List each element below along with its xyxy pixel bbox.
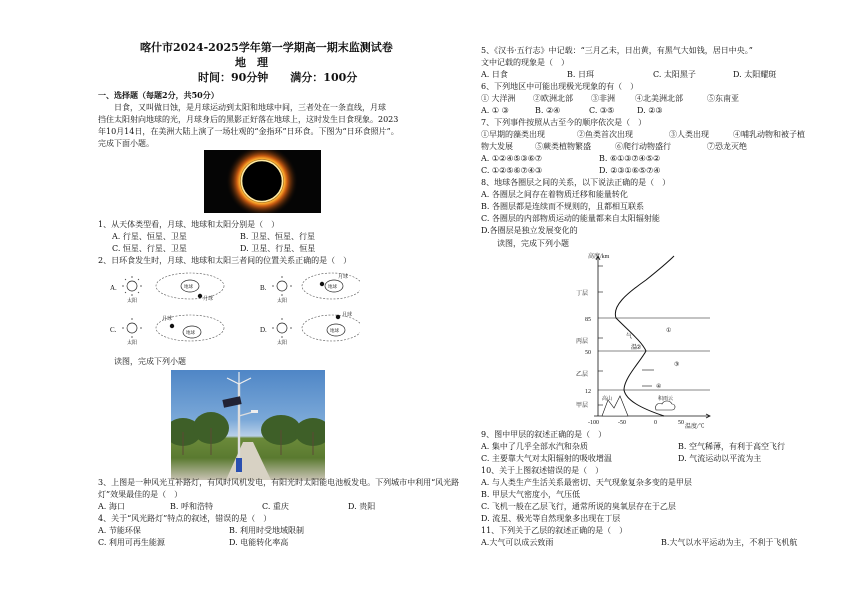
curve-label: ④ — [656, 384, 662, 390]
q3-stem-line1: 3、上图是一种风光互补路灯，有风时风机发电，有阳光时太阳能电池板发电。下列城市中利用“风光路 — [98, 478, 460, 487]
q2-label-a: A. — [110, 284, 117, 292]
q8-option-d: D.各圈层是独立发展变化的 — [481, 226, 578, 235]
curve-annotation: 气 — [626, 334, 633, 340]
q3-option-a: A. 海口 — [98, 502, 125, 511]
intro-line: 日食，又叫做日蚀，是月球运动到太阳和地球中间，三者处在一条直线，月球 — [98, 103, 386, 112]
sun-icon — [122, 276, 142, 296]
y-axis-label: 高度/km — [588, 254, 610, 260]
q10-stem: 10、关于上图叙述错误的是（ ） — [481, 466, 604, 475]
earth-label: 地球 — [330, 328, 339, 333]
q10-option-d: D. 流星、极光等自然现象多出现在丁层 — [481, 514, 621, 523]
q1-option-b: B. 卫星、恒星、行星 — [240, 232, 315, 241]
read-instruction: 读图，完成下列小题 — [481, 239, 569, 248]
mountain-label: 高山 — [602, 397, 613, 402]
y-tick-85: 85 — [585, 317, 591, 323]
x-axis-label: 温度/℃ — [685, 424, 705, 430]
sun-icon — [272, 318, 292, 338]
q2-label-d: D. — [260, 326, 267, 334]
time-score-line: 时间：90分钟 满分：100分 — [198, 71, 358, 84]
q7-option-a: A. ①②④⑤③⑥⑦ — [481, 154, 543, 163]
q10-option-a: A. 与人类生产生活关系最密切、天气现象复杂多变的是甲层 — [481, 478, 692, 487]
q7-item: ④哺乳动物和被子植 — [733, 130, 805, 139]
layer-label-yi: 乙层 — [576, 372, 589, 378]
x-tick: -100 — [588, 420, 599, 426]
q4-option-d: D. 电能转化率高 — [229, 538, 289, 547]
q5-stem-line1: 5、《汉书·五行志》中记载：“三月乙未，日出黄，有黑气大如钱，居日中央。” — [481, 46, 753, 55]
moon-label: 月球 — [203, 297, 214, 302]
q7-items-line1 — [481, 129, 805, 142]
q10-option-c: C. 飞机一般在乙层飞行，通常所说的臭氧层存在于乙层 — [481, 502, 676, 511]
layer-label-jia: 甲层 — [576, 403, 589, 409]
q5-option-d: D. 太阳耀斑 — [733, 70, 777, 79]
q3-stem-line2: 灯”效果最佳的是（ ） — [98, 490, 183, 499]
q8-stem: 8、地球各圈层之间的关系，以下说法正确的是（ ） — [481, 178, 671, 187]
q9-option-d: D. 气流运动以平流为主 — [678, 454, 762, 463]
sun-icon — [122, 318, 142, 338]
atmosphere-layer-diagram — [570, 250, 720, 430]
q5-stem-line2: 文中记载的现象是（ ） — [481, 58, 569, 67]
q8-option-b: B. 各圈层都是连续而不规则的，且都相互联系 — [481, 202, 644, 211]
q7-item: ③人类出现 — [669, 130, 709, 139]
exam-title: 喀什市2024-2025学年第一学期高一期末监测试卷 — [140, 41, 393, 54]
sun-label: 太阳 — [277, 299, 288, 304]
moon-label: 月球 — [342, 313, 353, 318]
q3-options — [98, 501, 375, 514]
y-tick-12: 12 — [585, 389, 591, 395]
q1-stem: 1、从天体类型看，月球、地球和太阳分别是（ ） — [98, 220, 280, 229]
q7-item: ⑤蕨类植物繁盛 — [535, 142, 591, 151]
q6-option-d: D. ②③ — [637, 106, 663, 115]
q1-option-c: C. 恒星、行星、卫星 — [112, 244, 187, 253]
y-tick-50: 50 — [585, 350, 591, 356]
q11-stem: 11、下列关于乙层的叙述正确的是（ ） — [481, 526, 628, 535]
earth-label: 地球 — [184, 284, 193, 289]
q6-item: ③非洲 — [591, 94, 615, 103]
q3-option-b: B. 呼和浩特 — [170, 502, 213, 511]
q1-option-a: A. 行星、恒星、卫星 — [112, 232, 187, 241]
curve-label: ③ — [674, 362, 680, 368]
q11-option-a: A.大气可以成云致雨 — [481, 538, 554, 547]
earth-label: 地球 — [186, 330, 195, 335]
sun-label: 太阳 — [277, 341, 288, 346]
q6-option-a: A. ① ③ — [481, 106, 509, 115]
intro-line: 完成下面小题。 — [98, 139, 154, 148]
q9-option-b: B. 空气稀薄，有利于高空飞行 — [678, 442, 785, 451]
curve-label: ① — [666, 328, 672, 334]
q7-options-line2 — [481, 165, 660, 178]
q8-option-a: A. 各圈层之间存在着物质迁移和能量转化 — [481, 190, 628, 199]
section-heading: 一、选择题（每题2分，共50分） — [98, 90, 219, 100]
moon-label: 月球 — [162, 317, 173, 322]
q3-option-d: D. 贵阳 — [348, 502, 376, 511]
q6-item: ⑤东南亚 — [707, 94, 739, 103]
q7-option-c: C. ①②⑤⑥⑦④③ — [481, 166, 543, 175]
q1-option-d: D. 卫星、行星、恒星 — [240, 244, 316, 253]
q7-option-d: D. ②③①⑥⑤⑦④ — [599, 166, 661, 175]
q7-stem: 7、下列事件按照从古至今的顺序依次是（ ） — [481, 118, 647, 127]
q5-option-b: B. 日珥 — [567, 70, 594, 79]
curve-annotation: 温 — [631, 345, 638, 351]
q6-stem: 6、下列地区中可能出现极光现象的有（ ） — [481, 82, 639, 91]
sun-label: 太阳 — [127, 299, 138, 304]
q6-item: ① 大洋洲 — [481, 94, 516, 103]
q6-item: ②欧洲北部 — [533, 94, 573, 103]
q10-option-b: B. 甲层大气密度小，气压低 — [481, 490, 580, 499]
layer-label-bing: 丙层 — [576, 339, 589, 345]
q7-items-line2 — [481, 141, 747, 154]
q5-option-a: A. 日食 — [481, 70, 508, 79]
earth-label: 地球 — [328, 284, 337, 289]
q3-option-c: C. 重庆 — [262, 502, 289, 511]
q2-label-b: B. — [260, 284, 267, 292]
q2-diagrams — [100, 268, 360, 358]
q4-option-c: C. 利用可再生能源 — [98, 538, 165, 547]
q4-option-b: B. 利用时受地域限制 — [229, 526, 304, 535]
moon-label: 月球 — [338, 275, 349, 280]
q6-item: ④北美洲北部 — [635, 94, 683, 103]
q2-label-c: C. — [110, 326, 117, 334]
wind-solar-streetlamp-photo — [171, 370, 325, 480]
layer-label-ding: 丁层 — [576, 291, 589, 297]
intro-line: 年10月14日，在美洲大陆上演了一场壮观的“金指环”日环食。下图为“日环食照片”。 — [98, 127, 399, 136]
cloud-label: 积雨云 — [658, 397, 674, 402]
subject-title: 地 理 — [235, 56, 268, 69]
q7-item: ⑦恐龙灭绝 — [707, 142, 747, 151]
q4-stem: 4、关于“风光路灯”特点的叙述，错误的是（ ） — [98, 514, 272, 523]
read-instruction: 读图，完成下列小题 — [98, 357, 186, 366]
q6-option-b: B. ②④ — [535, 106, 561, 115]
x-tick: 50 — [678, 420, 684, 426]
q7-item: ①早期的藻类出现 — [481, 130, 545, 139]
q11-option-b: B.大气以水平运动为主，不利于飞机航 — [661, 538, 798, 547]
q4-option-a: A. 节能环保 — [98, 526, 141, 535]
q6-option-c: C. ③⑤ — [589, 106, 615, 115]
x-tick: -50 — [618, 420, 626, 426]
q7-item: 物大发展 — [481, 142, 513, 151]
q2-stem: 2、日环食发生时，月球、地球和太阳三者间的位置关系正确的是（ ） — [98, 256, 352, 265]
sun-icon — [272, 276, 292, 296]
curve-label: ② — [636, 345, 642, 351]
q9-option-c: C. 主要靠大气对太阳辐射的吸收增温 — [481, 454, 612, 463]
x-tick: 0 — [654, 420, 657, 426]
intro-line: 挡住太阳射向地球的光，月球身后的黑影正好落在地球上，这时发生日食现象。2023 — [98, 115, 399, 124]
q5-options — [481, 69, 776, 82]
q7-options-line1 — [481, 153, 660, 166]
q7-item: ⑥爬行动物盛行 — [615, 142, 671, 151]
q9-stem: 9、图中甲层的叙述正确的是（ ） — [481, 430, 607, 439]
q6-items — [481, 93, 739, 106]
q7-item: ②鱼类首次出现 — [577, 130, 633, 139]
q8-option-c: C. 各圈层的内部物质运动的能量都来自太阳辐射能 — [481, 214, 660, 223]
q9-option-a: A. 集中了几乎全部水汽和杂质 — [481, 442, 588, 451]
sun-label: 太阳 — [127, 341, 138, 346]
eclipse-photo — [204, 150, 321, 213]
q6-options — [481, 105, 663, 118]
q7-option-b: B. ⑥①③⑦④⑤② — [599, 154, 661, 163]
q5-option-c: C. 太阳黑子 — [653, 70, 696, 79]
